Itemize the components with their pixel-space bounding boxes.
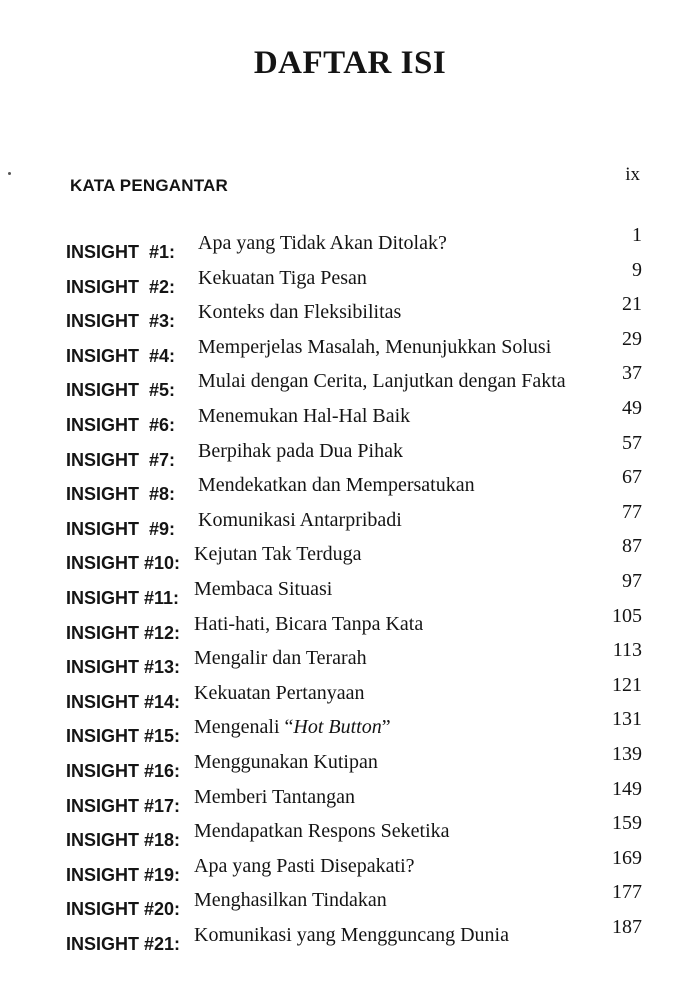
toc-entry-title xyxy=(194,716,391,739)
toc-entry-label: INSIGHT #14: xyxy=(66,691,181,712)
toc-entry-label: INSIGHT #3: xyxy=(66,311,176,332)
toc-entry-page: 49 xyxy=(622,396,642,419)
toc-entry-page: 57 xyxy=(622,431,642,454)
toc-entry xyxy=(0,708,700,749)
toc-entry-label: INSIGHT #1: xyxy=(66,242,176,262)
toc-entry xyxy=(0,500,700,542)
toc-entry-label: INSIGHT #21: xyxy=(66,933,181,954)
toc-entry xyxy=(0,604,700,646)
toc-entry xyxy=(0,742,700,784)
toc-entry-title: Menggunakan Kutipan xyxy=(194,750,378,773)
toc-entry xyxy=(0,535,700,576)
toc-entry xyxy=(0,915,700,957)
toc-entry-page: 159 xyxy=(612,812,642,835)
toc-entry-label: INSIGHT #13: xyxy=(66,657,181,678)
paper-speck xyxy=(8,172,11,175)
toc-entry-title: Mendapatkan Respons Seketika xyxy=(194,820,450,843)
toc-entry-title: Kekuatan Pertanyaan xyxy=(194,681,365,704)
toc-entry-label: INSIGHT #18: xyxy=(66,830,181,851)
toc-entry-label: INSIGHT #12: xyxy=(66,622,181,643)
toc-entry-page: 37 xyxy=(622,362,642,385)
toc-entry xyxy=(0,812,700,853)
toc-entry-page: 97 xyxy=(622,569,642,592)
toc-entry-title: Mulai dengan Cerita, Lanjutkan dengan Fakta xyxy=(198,370,566,393)
toc-entry-title: Memperjelas Masalah, Menunjukkan Solusi xyxy=(198,335,552,358)
toc-entry xyxy=(0,673,700,715)
toc-entry-page: 113 xyxy=(612,639,642,662)
toc-entry-title: Kejutan Tak Terduga xyxy=(194,543,362,566)
toc-entry-title: Komunikasi yang Mengguncang Dunia xyxy=(194,923,509,946)
toc-entry-label: INSIGHT #4: xyxy=(66,345,176,366)
toc-entry xyxy=(0,431,700,473)
toc-entry-title: Membaca Situasi xyxy=(194,577,333,600)
toc-entry-title-suffix: ” xyxy=(381,716,391,739)
toc-entry xyxy=(0,293,700,334)
toc-entry-page: 29 xyxy=(622,327,642,350)
toc-entry-label: INSIGHT #5: xyxy=(66,380,176,401)
toc-entry-title: Mengalir dan Terarah xyxy=(194,647,367,670)
toc-entry-label: INSIGHT #19: xyxy=(66,864,181,885)
toc-entry-label: INSIGHT #6: xyxy=(66,414,176,435)
toc-entry-label: INSIGHT #11: xyxy=(66,587,180,608)
toc-entry-page: 105 xyxy=(612,604,642,627)
toc-entry-title-prefix: Mengenali “ xyxy=(194,716,294,739)
toc-entry-title: Berpihak pada Dua Pihak xyxy=(198,439,403,462)
toc-entry-title: Menghasilkan Tindakan xyxy=(194,889,387,912)
toc-entry-title: Konteks dan Fleksibilitas xyxy=(198,301,402,324)
toc-entry-page: 87 xyxy=(622,535,642,558)
toc-entry-page: 121 xyxy=(612,673,642,696)
toc-entry-page: 169 xyxy=(612,846,642,869)
toc-entry-title: Komunikasi Antarpribadi xyxy=(198,508,402,531)
toc-entry-page: 139 xyxy=(612,742,642,765)
toc-entry-label: INSIGHT #9: xyxy=(66,518,176,539)
toc-entry-title-italic: Hot Button xyxy=(293,716,382,739)
toc-entry xyxy=(0,224,700,265)
toc-entry-title: Menemukan Hal-Hal Baik xyxy=(198,404,411,427)
toc-entry-title: Apa yang Pasti Disepakati? xyxy=(194,854,415,877)
toc-entry-page: 131 xyxy=(612,708,642,731)
toc-entry-label: INSIGHT #2: xyxy=(66,276,176,297)
preface-label: KATA PENGANTAR xyxy=(70,176,228,195)
page-title: DAFTAR ISI xyxy=(253,45,447,81)
toc-entry-title: Mendekatkan dan Mempersatukan xyxy=(198,474,475,497)
toc-entry-title: Kekuatan Tiga Pesan xyxy=(198,266,367,289)
toc-entry-title: Memberi Tantangan xyxy=(194,785,355,808)
toc-entry-page: 1 xyxy=(632,224,642,246)
toc-entry-page: 77 xyxy=(622,500,642,523)
toc-entry-page: 149 xyxy=(612,777,642,800)
toc-entry-page: 177 xyxy=(612,881,642,904)
toc-list xyxy=(0,224,700,956)
toc-entry xyxy=(0,466,700,507)
toc-entry xyxy=(0,846,700,888)
toc-entry-title: Hati-hati, Bicara Tanpa Kata xyxy=(194,612,424,635)
toc-entry-page: 21 xyxy=(622,293,642,316)
toc-entry-label: INSIGHT #16: xyxy=(66,760,181,781)
toc-entry xyxy=(0,777,700,819)
toc-entry xyxy=(0,396,700,438)
toc-entry xyxy=(0,881,700,922)
toc-entry-label: INSIGHT #7: xyxy=(66,449,176,470)
toc-entry-label: INSIGHT #20: xyxy=(66,899,181,920)
toc-entry-label: INSIGHT #10: xyxy=(66,553,181,574)
toc-entry-label: INSIGHT #8: xyxy=(66,484,176,505)
toc-entry xyxy=(0,569,700,611)
toc-entry-page: 9 xyxy=(632,258,642,281)
toc-entry-title: Apa yang Tidak Akan Ditolak? xyxy=(198,232,447,254)
toc-entry xyxy=(0,362,700,403)
toc-entry-page: 67 xyxy=(622,466,642,489)
toc-entry xyxy=(0,258,700,300)
toc-entry-label: INSIGHT #15: xyxy=(66,726,181,747)
toc-entry-label: INSIGHT #17: xyxy=(66,795,181,816)
toc-entry xyxy=(0,327,700,369)
toc-entry xyxy=(0,639,700,680)
preface-page-number: ix xyxy=(625,164,640,185)
toc-entry-page: 187 xyxy=(612,915,642,938)
